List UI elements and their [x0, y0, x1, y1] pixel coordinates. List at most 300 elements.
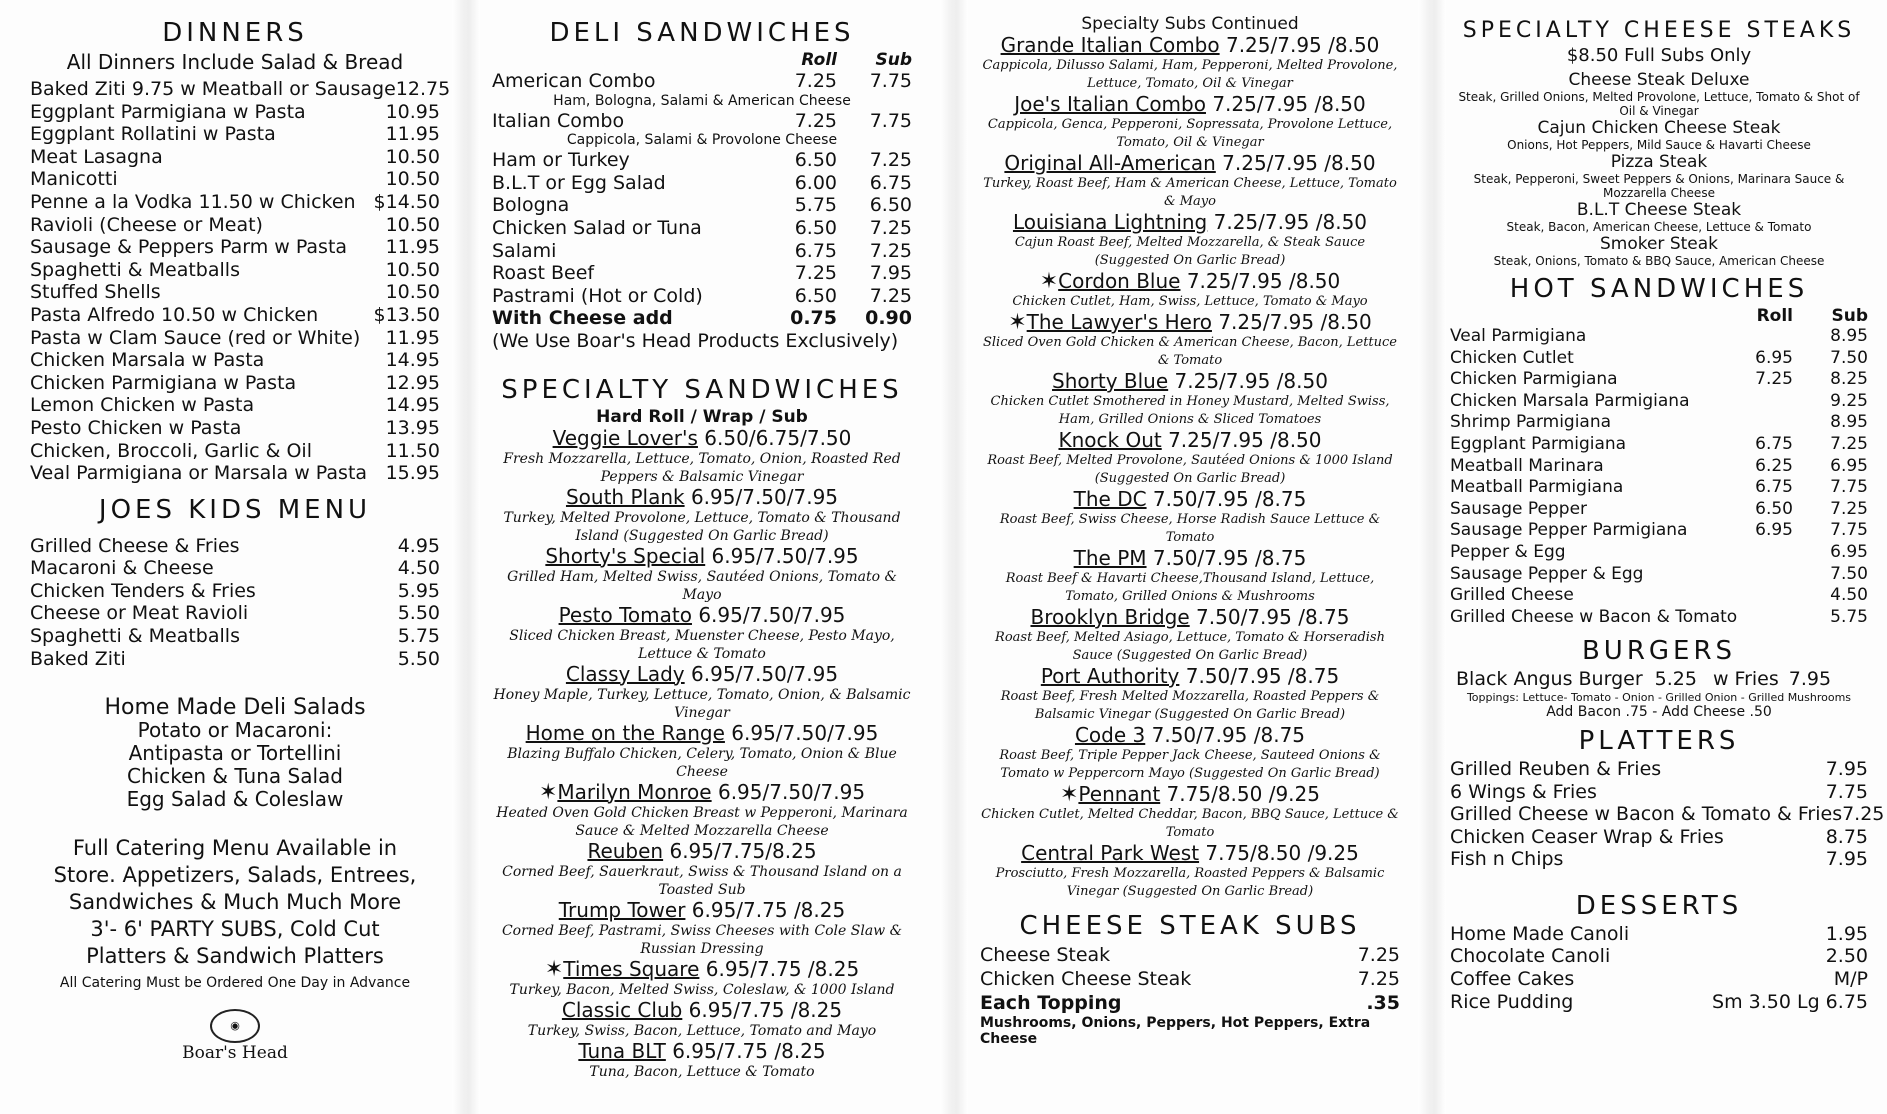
specialty-desc: Roast Beef, Triple Pepper Jack Cheese, Sauteed Onions & Tomato w Peppercorn Mayo (Suggested On Garlic Bread) [999, 748, 1381, 781]
dinner-item [30, 191, 440, 214]
burger-extras: Add Bacon .75 - Add Cheese .50 [1546, 703, 1772, 720]
platter-item [1450, 758, 1868, 781]
dinner-name: Stuffed Shells [30, 281, 161, 304]
specialty-name: South Plank [565, 484, 685, 509]
hot-roll: 6.75 [1755, 433, 1793, 454]
hot-name: Shrimp Parmigiana [1450, 412, 1612, 433]
specialty-name: Veggie Lover's [552, 425, 698, 450]
cheese-steak-subs-title: CHEESE STEAK SUBS [1019, 911, 1361, 941]
specialty-desc: Roast Beef, Swiss Cheese, Horse Radish Sauce Lettuce & Tomato [999, 512, 1381, 545]
cheese-steak-note: Mushrooms, Onions, Peppers, Hot Peppers, Extra Cheese [980, 1015, 1371, 1047]
deli-desc: Ham, Bologna, Salami & American Cheese [553, 92, 851, 109]
platter-price: 8.75 [1825, 825, 1868, 848]
specialty-price: 7.50/7.95 /8.75 [1145, 723, 1306, 747]
specialty-name: Grande Italian Combo [1000, 33, 1220, 57]
burger-toppings: Toppings: Lettuce- Tomato - Onion - Grilled Onion - Grilled Mushrooms [1466, 690, 1852, 704]
boars-head-logo [30, 1009, 440, 1063]
dinner-price: 10.95 [385, 100, 440, 123]
cheese-steak-special-desc: Steak, Pepperoni, Sweet Peppers & Onions, Marinara Sauce & Mozzarella Cheese [1473, 172, 1845, 200]
specialty-item [492, 1040, 912, 1081]
platter-item [1450, 848, 1868, 871]
specialty-item [492, 722, 912, 781]
kids-price: 5.75 [397, 625, 440, 648]
hot-name: Chicken Marsala Parmigiana [1450, 390, 1690, 411]
specialty-cheese-list [1450, 70, 1868, 268]
cheese-steak-item [980, 943, 1400, 967]
hot-roll: 6.75 [1755, 477, 1793, 498]
fold-divider [452, 0, 480, 1114]
cheese-steak-price: 7.25 [1357, 944, 1400, 966]
specialty-name-line [980, 311, 1400, 334]
specialty-desc: Chicken Cutlet Smothered in Honey Mustard, Melted Swiss, Ham, Grilled Onions & Sliced Tomatoes [990, 394, 1390, 427]
hot-item [1450, 607, 1868, 629]
deli-name: Chicken Salad or Tuna [492, 216, 702, 239]
specialty-desc: Turkey, Swiss, Bacon, Lettuce, Tomato and Mayo [527, 1022, 877, 1039]
specialty-name-line [980, 606, 1400, 629]
dinner-name: Sausage & Peppers Parm w Pasta [30, 236, 348, 259]
kids-name: Chicken Tenders & Fries [30, 579, 256, 602]
kids-list [30, 535, 440, 671]
hot-item [1450, 585, 1868, 607]
specialty-cheese-title: SPECIALTY CHEESE STEAKS [1462, 18, 1856, 43]
specialty-name-line [492, 486, 912, 509]
kids-price: 5.50 [397, 602, 440, 625]
specialty-name: The DC [1073, 487, 1147, 511]
specialty-name-line [492, 958, 912, 981]
kids-item [30, 535, 440, 558]
deli-roll: 7.25 [794, 109, 837, 132]
hot-header [1450, 306, 1868, 326]
dinner-item [30, 304, 440, 327]
kids-item [30, 648, 440, 671]
dinner-name: Chicken Marsala w Pasta [30, 349, 265, 372]
cheese-steak-item [980, 991, 1400, 1015]
specialty-desc: Prosciutto, Fresh Mozzarella, Roasted Peppers & Balsamic Vinegar (Suggested On Garlic Bread) [995, 866, 1385, 899]
dinner-item [30, 281, 440, 304]
specialty-desc: Sliced Chicken Breast, Muenster Cheese, Pesto Mayo, Lettuce & Tomato [509, 627, 895, 662]
deli-roll: 6.50 [794, 216, 837, 239]
specialty-name-line [492, 722, 912, 745]
column-dinners [30, 14, 451, 1114]
hot-roll [1737, 607, 1795, 629]
deli-roll: 7.25 [794, 262, 837, 285]
kids-item [30, 557, 440, 580]
specialty-desc: Cappicola, Genca, Pepperoni, Sopressata, Provolone Lettuce, Tomato, Oil & Vinegar [987, 117, 1393, 150]
deli-name: Roast Beef [492, 262, 595, 285]
specialty-name: Reuben [587, 838, 664, 863]
specialty-title: SPECIALTY SANDWICHES [501, 374, 903, 405]
platter-name: Grilled Cheese w Bacon & Tomato & Fries [1450, 803, 1843, 826]
kids-name: Grilled Cheese & Fries [30, 534, 240, 557]
star-icon: ✶ [1039, 269, 1059, 294]
deli-roll: 6.00 [794, 171, 837, 194]
deli-name: Salami [492, 239, 557, 262]
dinner-price: 10.50 [385, 258, 440, 281]
platters-list [1450, 757, 1885, 871]
desserts-list [1450, 923, 1868, 1013]
cheese-steak-name: Each Topping [980, 992, 1122, 1014]
dessert-name: Chocolate Canoli [1450, 945, 1611, 968]
specialty-desc: Chicken Cutlet, Melted Cheddar, Bacon, BBQ Sauce, Lettuce & Tomato [981, 807, 1399, 840]
deli-name: Ham or Turkey [492, 149, 630, 172]
kids-item [30, 580, 440, 603]
dessert-price: 1.95 [1825, 922, 1868, 945]
hot-name: Eggplant Parmigiana [1450, 433, 1627, 454]
specialty-header: Hard Roll / Wrap / Sub [596, 406, 808, 427]
cheese-steak-name: Chicken Cheese Steak [980, 968, 1192, 990]
specialty-item [492, 427, 912, 486]
specialty-price: 6.95/7.75 /8.25 [665, 1038, 826, 1063]
dinner-name: Meat Lasagna [30, 145, 163, 168]
cheese-steak-special-desc: Steak, Onions, Tomato & BBQ Sauce, American Cheese [1493, 254, 1825, 268]
specialty-price: 7.75/8.50 /9.25 [1160, 782, 1320, 806]
specialty-desc: Blazing Buffalo Chicken, Celery, Tomato, Onion & Blue Cheese [507, 745, 897, 780]
catering-line: Full Catering Menu Available in [72, 836, 398, 861]
dinner-name: Pesto Chicken w Pasta [30, 416, 242, 439]
specialty-name: Joe's Italian Combo [1014, 92, 1206, 116]
deli-note: (We Use Boar's Head Products Exclusively) [492, 329, 899, 352]
deli-desc: Cappicola, Salami & Provolone Cheese [566, 132, 838, 149]
dessert-price: M/P [1833, 968, 1868, 991]
hot-sub: 4.50 [1830, 585, 1868, 606]
hot-item [1450, 477, 1868, 499]
specialty-item [492, 545, 912, 604]
specialty-price: 6.95/7.50/7.95 [711, 779, 866, 804]
kids-item [30, 602, 440, 625]
dinner-name: Manicotti [30, 168, 118, 191]
specialty-name: Classic Club [561, 997, 683, 1022]
specialty-desc: Cajun Roast Beef, Melted Mozzarella, & Steak Sauce (Suggested On Garlic Bread) [1014, 235, 1366, 268]
fold-divider [940, 0, 968, 1114]
dinner-item [30, 327, 440, 350]
hot-sub: 8.95 [1830, 412, 1868, 433]
hot-name: Chicken Cutlet [1450, 347, 1574, 368]
dessert-name: Rice Pudding [1450, 990, 1574, 1013]
deli-item [492, 217, 912, 240]
dinner-name: Penne a la Vodka 11.50 w Chicken [30, 190, 356, 213]
specialty-name-line [980, 370, 1400, 393]
dinner-price: 14.95 [385, 394, 440, 417]
cheese-steak-special-name: Cheese Steak Deluxe [1568, 70, 1750, 90]
cheese-steak-special-desc: Steak, Grilled Onions, Melted Provolone, Lettuce, Tomato & Shot of Oil & Vinegar [1458, 90, 1860, 118]
specialty-price: 7.25/7.95 /8.50 [1215, 151, 1376, 175]
hot-roll [1733, 585, 1793, 607]
specialty-name-line [980, 270, 1400, 293]
hot-roll [1733, 326, 1793, 348]
specialty-price: 7.75/8.50 /9.25 [1199, 841, 1359, 865]
cheese-steak-special-name: Pizza Steak [1610, 152, 1708, 172]
boars-head-icon: ◉ [210, 1009, 260, 1043]
dinner-item [30, 349, 440, 372]
salads-lines [30, 719, 440, 811]
specialty-name-line [492, 1040, 912, 1063]
dinner-price: 11.50 [385, 439, 440, 462]
specialty-desc: Turkey, Roast Beef, Ham & American Cheese, Lettuce, Tomato & Mayo [983, 176, 1397, 209]
dinner-price: 11.95 [385, 236, 440, 259]
logo-text: Boar's Head [182, 1043, 288, 1064]
specialty-desc: Corned Beef, Sauerkraut, Swiss & Thousand Island on a Toasted Sub [502, 863, 902, 898]
specialty-desc: Roast Beef, Fresh Melted Mozzarella, Roasted Peppers & Balsamic Vinegar (Suggested On Garlic Bread) [1000, 689, 1380, 722]
dinner-price: 12.75 [395, 78, 451, 100]
deli-item [492, 172, 912, 195]
specialty-item [980, 311, 1400, 370]
specialty-item [980, 34, 1400, 93]
hot-item [1450, 542, 1868, 564]
star-icon: ✶ [544, 956, 564, 982]
deli-salads [30, 696, 440, 811]
deli-name: American Combo [492, 70, 656, 92]
dinners-list [30, 78, 451, 485]
hot-item [1450, 520, 1868, 542]
specialty-price: 6.95/7.50/7.95 [684, 484, 839, 509]
specialty-item [492, 899, 912, 958]
dinner-item [30, 214, 440, 237]
specialty-item [980, 724, 1400, 783]
deli-roll: 6.75 [794, 239, 837, 262]
catering-line: Platters & Sandwich Platters [86, 944, 384, 969]
deli-sub: 7.75 [869, 70, 912, 92]
deli-col-roll: Roll [801, 50, 837, 70]
salad-line: Antipasta or Tortellini [128, 741, 342, 766]
specialty-name: Pesto Tomato [558, 602, 692, 627]
specialty-name: Louisiana Lightning [1012, 210, 1208, 234]
platter-name: 6 Wings & Fries [1450, 780, 1597, 803]
hot-name: Meatball Parmigiana [1450, 477, 1624, 498]
dinner-name: Pasta w Clam Sauce (red or White) [30, 326, 361, 349]
hot-sub: 7.25 [1830, 433, 1868, 454]
specialty-price: 7.50/7.95 /8.75 [1146, 546, 1307, 570]
specialty-item [980, 665, 1400, 724]
dinner-item [30, 146, 440, 169]
cheese-steak-price: 7.25 [1357, 968, 1400, 990]
specialty-price: 6.95/7.75/8.25 [663, 838, 817, 863]
deli-col-sub: Sub [875, 50, 912, 70]
dinner-name: Lemon Chicken w Pasta [30, 394, 255, 417]
catering-line: 3'- 6' PARTY SUBS, Cold Cut [90, 917, 380, 942]
dessert-name: Coffee Cakes [1450, 968, 1575, 991]
hot-roll [1733, 542, 1793, 564]
specialty-cont-list [980, 34, 1400, 901]
cheese-steak-special-name: Cajun Chicken Cheese Steak [1537, 118, 1781, 138]
specialty-name: Home on the Range [525, 720, 725, 745]
specialty-name: Shorty's Special [545, 543, 706, 568]
dessert-name: Home Made Canoli [1450, 922, 1630, 945]
platter-name: Fish n Chips [1450, 848, 1564, 871]
salads-title: Home Made Deli Salads [104, 695, 366, 721]
hot-item [1450, 434, 1868, 456]
specialty-item [980, 152, 1400, 211]
hot-roll [1733, 564, 1793, 586]
specialty-price: 7.25/7.95 /8.50 [1168, 369, 1328, 393]
kids-name: Cheese or Meat Ravioli [30, 602, 249, 625]
specialty-name: Knock Out [1058, 428, 1162, 452]
deli-name: Pastrami (Hot or Cold) [492, 284, 703, 307]
specialty-item [980, 93, 1400, 152]
dinner-price: 10.50 [385, 213, 440, 236]
dinner-price: $14.50 [373, 190, 440, 213]
dinner-price: 10.50 [385, 281, 440, 304]
dinner-name: Chicken Parmigiana w Pasta [30, 371, 297, 394]
deli-list [492, 70, 912, 330]
cheese-steak-special-desc: Onions, Hot Peppers, Mild Sauce & Havarti Cheese [1507, 138, 1811, 152]
hot-sub: 6.95 [1830, 541, 1868, 562]
specialty-item [980, 842, 1400, 901]
specialty-name: Pennant [1078, 782, 1161, 806]
specialty-price: 6.95/7.75 /8.25 [699, 956, 860, 981]
dinner-price: 12.95 [385, 371, 440, 394]
specialty-name: Trump Tower [558, 897, 686, 922]
catering-line: Sandwiches & Much Much More [68, 890, 402, 915]
deli-item [492, 285, 912, 308]
specialty-name-line [980, 211, 1400, 234]
dinner-price: 13.95 [385, 416, 440, 439]
specialty-price: 7.50/7.95 /8.75 [1146, 487, 1307, 511]
dessert-price: 2.50 [1825, 945, 1868, 968]
specialty-item [492, 840, 912, 899]
specialty-price: 7.50/7.95 /8.75 [1189, 605, 1350, 629]
specialty-cheese-subtitle: $8.50 Full Subs Only [1566, 45, 1752, 66]
specialty-price: 6.95/7.50/7.95 [691, 602, 846, 627]
cheese-steak-special-name: Smoker Steak [1599, 234, 1719, 254]
specialty-list [492, 427, 912, 1081]
dinner-item [30, 394, 440, 417]
dinner-price: $13.50 [373, 303, 440, 326]
hot-col-sub: Sub [1831, 306, 1868, 326]
catering-line: Store. Appetizers, Salads, Entrees, [53, 863, 417, 888]
specialty-price: 7.50/7.95 /8.75 [1179, 664, 1340, 688]
specialty-name: Tuna BLT [578, 1038, 666, 1063]
specialty-name: Central Park West [1021, 841, 1200, 865]
hot-item [1450, 391, 1868, 413]
specialty-item [980, 211, 1400, 270]
dinner-name: Chicken, Broccoli, Garlic & Oil [30, 439, 312, 462]
hot-roll: 6.25 [1755, 455, 1793, 476]
specialty-name-line [980, 665, 1400, 688]
hot-col-roll: Roll [1756, 306, 1793, 326]
hot-sub: 7.50 [1830, 347, 1868, 368]
deli-name: With Cheese add [492, 307, 673, 330]
specialty-name-line [492, 545, 912, 568]
kids-price: 4.95 [397, 534, 440, 557]
specialty-name: Brooklyn Bridge [1030, 605, 1190, 629]
kids-price: 4.50 [397, 557, 440, 580]
dinner-name: Ravioli (Cheese or Meat) [30, 213, 263, 236]
column-deli [492, 14, 912, 1114]
dinner-item [30, 101, 440, 124]
platter-price: 7.95 [1825, 757, 1868, 780]
deli-item [492, 70, 912, 93]
specialty-name: Marilyn Monroe [557, 779, 712, 804]
deli-header [492, 50, 912, 70]
hot-item [1450, 412, 1868, 434]
kids-title: JOES KIDS MENU [98, 494, 372, 525]
dinner-name: Baked Ziti 9.75 w Meatball or Sausage [30, 78, 396, 100]
dessert-item [1450, 968, 1868, 991]
specialty-desc: Corned Beef, Pastrami, Swiss Cheeses with Cole Slaw & Russian Dressing [501, 922, 903, 957]
catering-note: All Catering Must be Ordered One Day in Advance [59, 975, 411, 992]
specialty-desc: Roast Beef, Melted Provolone, Sautéed Onions & 1000 Island (Suggested On Garlic Bread) [987, 453, 1393, 486]
specialty-name-line [492, 899, 912, 922]
deli-sub: 7.25 [869, 239, 912, 262]
salad-line: Chicken & Tuna Salad [127, 764, 343, 789]
deli-name: Italian Combo [492, 109, 625, 132]
dinner-name: Veal Parmigiana or Marsala w Pasta [30, 462, 368, 485]
deli-title: DELI SANDWICHES [549, 18, 855, 48]
platter-item [1450, 826, 1868, 849]
dinner-name: Eggplant Rollatini w Pasta [30, 123, 276, 146]
specialty-name-line [492, 781, 912, 804]
hot-name: Sausage Pepper [1450, 498, 1588, 519]
cheese-steak-price: .35 [1366, 992, 1400, 1014]
kids-item [30, 625, 440, 648]
specialty-name-line [980, 724, 1400, 747]
deli-name: Bologna [492, 194, 570, 217]
salad-line: Egg Salad & Coleslaw [126, 787, 344, 812]
hot-sub: 8.95 [1830, 326, 1868, 346]
hot-sub: 8.25 [1830, 369, 1868, 390]
dinner-price: 10.50 [385, 168, 440, 191]
hot-title: HOT SANDWICHES [1509, 274, 1809, 304]
hot-roll [1733, 412, 1793, 434]
specialty-cont-title: Specialty Subs Continued [1081, 14, 1299, 34]
dinners-subtitle: All Dinners Include Salad & Bread [66, 50, 404, 74]
cheese-steak-subs-list [980, 943, 1400, 1015]
dinners-title: DINNERS [162, 18, 308, 48]
platter-item [1450, 803, 1885, 826]
desserts-title: DESSERTS [1575, 890, 1743, 921]
specialty-name-line [980, 93, 1400, 116]
specialty-name: Shorty Blue [1052, 369, 1169, 393]
specialty-name-line [980, 488, 1400, 511]
star-icon: ✶ [1008, 310, 1027, 335]
specialty-desc: Turkey, Melted Provolone, Lettuce, Tomato & Thousand Island (Suggested On Garlic Bread) [503, 509, 901, 544]
deli-sub: 6.50 [869, 194, 912, 217]
dinner-item [30, 259, 440, 282]
hot-roll: 6.95 [1755, 520, 1793, 541]
cheese-steak-special-desc: Steak, Bacon, American Cheese, Lettuce & Tomato [1506, 220, 1812, 234]
dinner-name: Eggplant Parmigiana w Pasta [30, 100, 306, 123]
hot-sub: 6.95 [1830, 455, 1868, 476]
specialty-item [492, 999, 912, 1040]
specialty-name-line [492, 999, 912, 1022]
deli-roll: 6.50 [794, 149, 837, 172]
specialty-name-line [492, 604, 912, 627]
specialty-price: 6.95/7.75 /8.25 [682, 997, 843, 1022]
dessert-price: Sm 3.50 Lg 6.75 [1712, 990, 1868, 1013]
specialty-item [980, 547, 1400, 606]
kids-name: Spaghetti & Meatballs [30, 625, 240, 648]
hot-sub: 7.25 [1830, 498, 1868, 519]
specialty-item [980, 606, 1400, 665]
deli-sub: 6.75 [869, 171, 912, 194]
dinner-name: Pasta Alfredo 10.50 w Chicken [30, 303, 319, 326]
deli-sub: 7.75 [869, 109, 912, 132]
specialty-name-line [980, 547, 1400, 570]
platter-name: Grilled Reuben & Fries [1450, 757, 1662, 780]
platter-price: 7.25 [1842, 803, 1885, 826]
specialty-desc: Roast Beef, Melted Asiago, Lettuce, Tomato & Horseradish Sauce (Suggested On Garlic Bread) [995, 630, 1385, 663]
specialty-desc: Tuna, Bacon, Lettuce & Tomato [589, 1063, 815, 1080]
specialty-name: Classy Lady [565, 661, 685, 686]
deli-sub: 0.90 [865, 307, 912, 330]
specialty-item [492, 663, 912, 722]
kids-price: 5.95 [397, 579, 440, 602]
deli-roll: 6.50 [794, 284, 837, 307]
specialty-name-line [980, 34, 1400, 57]
column-specialty-continued [980, 14, 1400, 1114]
hot-name: Sausage Pepper Parmigiana [1450, 520, 1688, 541]
dinner-item [30, 168, 440, 191]
